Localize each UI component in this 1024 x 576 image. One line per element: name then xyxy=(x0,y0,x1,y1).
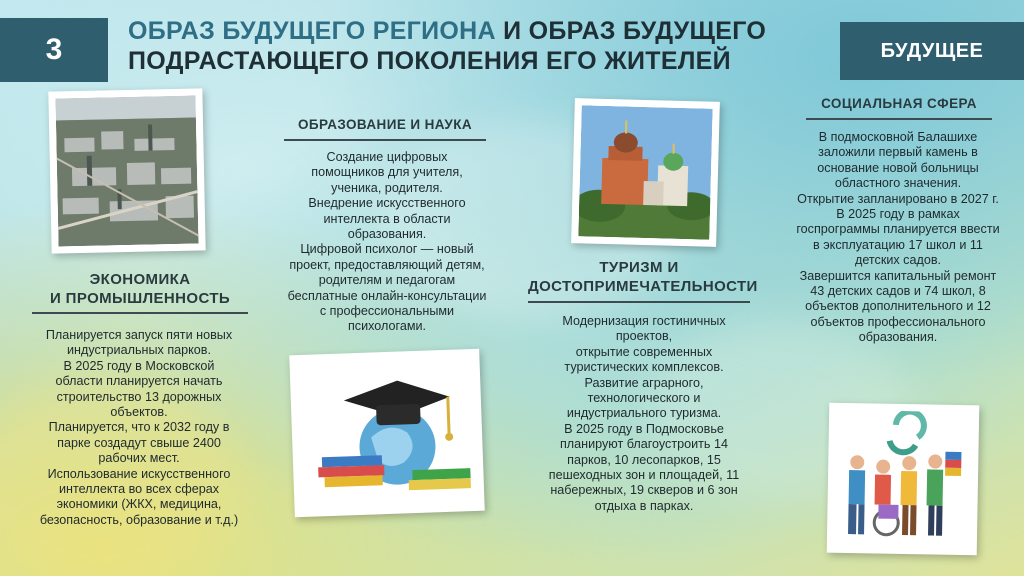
graduation-cap-books-globe-photo xyxy=(289,349,485,518)
education-heading-text: ОБРАЗОВАНИЕ И НАУКА xyxy=(297,117,472,132)
education-text xyxy=(262,150,512,335)
title-rest: И ОБРАЗ БУДУЩЕГО xyxy=(495,17,767,45)
economy-paragraph: Планируется запуск пяти новых индустриальных парков. В 2025 году в Московской области планируется начать строительство 13 дорожных объектов. Планируется, что к 2032 году в парке создадут свыше 2400 рабочих мест. Использование искусственного интеллекта во всех сферах экономики (ЖКХ, медицина, безопасность, образование и т.д.) xyxy=(39,328,239,527)
page-title xyxy=(128,16,838,76)
monastery-church-photo xyxy=(571,98,720,247)
tourism-heading-line1: ТУРИЗМ И xyxy=(599,259,679,276)
tourism-heading xyxy=(528,258,758,303)
education-paragraph: Создание цифровых помощников для учителя, ученика, родителя. Внедрение искусственного интеллекта в области образования. Цифровой психолог — новый проект, предоставляющий детям, родителям и педагогам бесплатные онлайн-консультации с профессиональными психологами. xyxy=(287,150,487,334)
tourism-paragraph: Модернизация гостиничных проектов, открытие современных туристических комплексов. Развитие аграрного, технологического и индустриального туризма. В 2025 году в Подмосковье планируют благоустроить 14 парков, 10 лесопарков, 15 пешеходных зон и площадей, 11 набережных, 19 скверов и 6 зон отдыха в парках. xyxy=(548,314,740,513)
social-paragraph: В подмосковной Балашихе заложили первый камень в основание новой больницы областного значения. Открытие запланировано в 2027 г. В 2025 году в рамках госпрограммы планируется ввести в эксплуатацию 17 школ и 11 детских садов. Завершится капитальный ремонт 43 детских садов и 74 школ, 8 объектов дополнительного и 12 объектов профессионального образования. xyxy=(796,130,1000,345)
economy-heading-line2: И ПРОМЫШЛЕННОСТЬ xyxy=(49,290,231,307)
economy-heading-line1: ЭКОНОМИКА xyxy=(89,271,191,288)
tourism-text xyxy=(524,314,764,514)
slide-number-box xyxy=(0,18,108,82)
economy-heading-rule xyxy=(32,312,248,314)
economy-text xyxy=(8,328,270,528)
title-line-2: ПОДРАСТАЮЩЕГО ПОКОЛЕНИЯ ЕГО ЖИТЕЛЕЙ xyxy=(128,47,731,75)
social-heading-text: СОЦИАЛЬНАЯ СФЕРА xyxy=(821,96,977,111)
social-heading xyxy=(800,95,998,120)
church-icon xyxy=(578,105,712,239)
graduation-cap-icon xyxy=(296,356,477,510)
industrial-city-icon xyxy=(55,96,198,247)
social-people-illustration xyxy=(827,403,980,556)
tourism-heading-line2: ДОСТОПРИМЕЧАТЕЛЬНОСТИ xyxy=(528,278,758,295)
tourism-heading-rule xyxy=(528,301,750,303)
slide-number: 3 xyxy=(45,33,63,66)
social-text xyxy=(780,130,1016,346)
social-heading-rule xyxy=(806,118,992,120)
industrial-city-photo xyxy=(48,88,205,253)
education-heading-rule xyxy=(284,139,486,141)
economy-heading xyxy=(30,270,250,314)
title-accent: ОБРАЗ БУДУЩЕГО РЕГИОНА xyxy=(128,17,496,45)
future-label-box xyxy=(840,22,1024,80)
future-label: БУДУЩЕЕ xyxy=(880,39,984,62)
people-icon xyxy=(834,410,972,548)
education-heading xyxy=(276,116,494,141)
